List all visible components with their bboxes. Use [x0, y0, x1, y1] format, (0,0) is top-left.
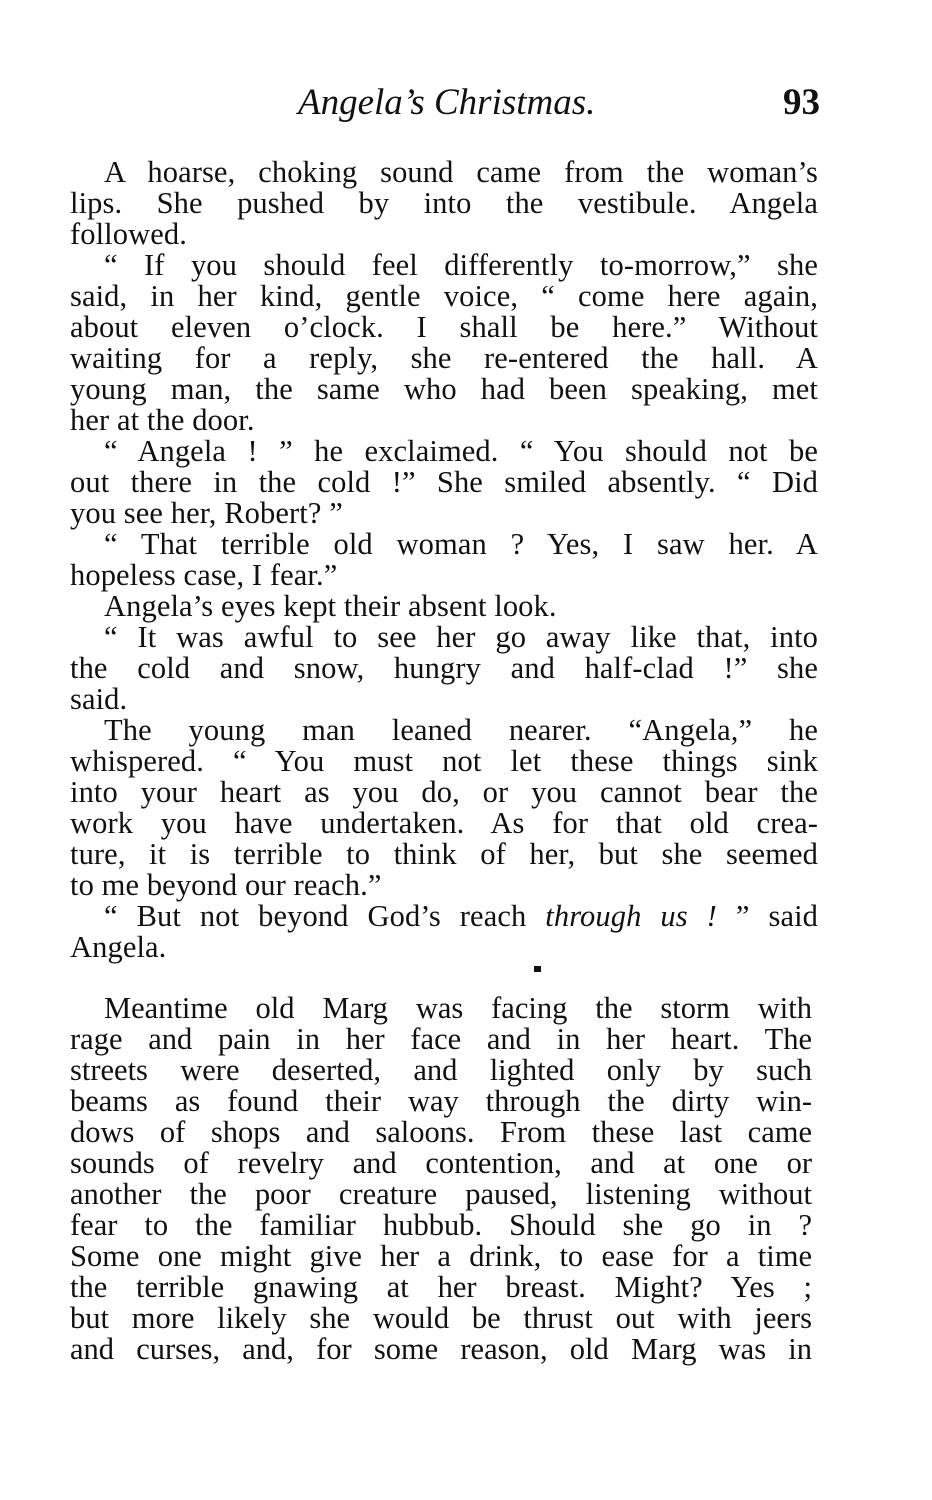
- page-number: 93: [783, 82, 820, 123]
- closing-line: Angela.: [70, 930, 167, 964]
- text-line: “ If you should feel differently to-morrow,” she: [104, 248, 818, 282]
- text-line: Meantime old Marg was facing the storm with: [104, 991, 812, 1025]
- text-line: out there in the cold !” She smiled absently. “ Did: [70, 465, 818, 499]
- text-line: The young man leaned nearer. “Angela,” he: [104, 713, 818, 747]
- text-line: the terrible gnawing at her breast. Might? Yes ;: [70, 1270, 812, 1304]
- text-line: lips. She pushed by into the vestibule. Angela: [70, 186, 818, 220]
- text-line: followed.: [70, 217, 187, 251]
- text-line: waiting for a reply, she re-entered the hall. A: [70, 341, 818, 375]
- text-line: the cold and snow, hungry and half-clad !” she: [70, 651, 818, 685]
- text-line: young man, the same who had been speaking, met: [70, 372, 818, 406]
- text-line: Some one might give her a drink, to ease for a time: [70, 1239, 812, 1273]
- text-line: said, in her kind, gentle voice, “ come here again,: [70, 279, 818, 313]
- text-line: fear to the familiar hubbub. Should she go in ?: [70, 1208, 812, 1242]
- text-line: but more likely she would be thrust out with jeers: [70, 1301, 812, 1335]
- section-one-lines: [70, 157, 818, 901]
- text-line: “ Angela ! ” he exclaimed. “ You should not be: [104, 434, 818, 468]
- text-line: hopeless case, I fear.”: [70, 558, 338, 592]
- text-line: to me beyond our reach.”: [70, 868, 382, 902]
- final-quote-italic: through us !: [545, 899, 717, 933]
- text-line: sounds of revelry and contention, and at one or: [70, 1146, 812, 1180]
- text-line: Angela’s eyes kept their absent look.: [104, 589, 557, 623]
- text-line: into your heart as you do, or you cannot bear the: [70, 775, 818, 809]
- text-line: dows of shops and saloons. From these last came: [70, 1115, 812, 1149]
- final-quote-after: ” said: [716, 899, 819, 933]
- text-line: rage and pain in her face and in her heart. The: [70, 1022, 812, 1056]
- section-break-mark: [534, 966, 541, 972]
- section-one-text: [70, 157, 818, 963]
- text-line: “ It was awful to see her go away like that, into: [104, 620, 818, 654]
- running-title: Angela’s Christmas.: [298, 82, 596, 123]
- text-line: A hoarse, choking sound came from the woman’s: [104, 155, 818, 189]
- text-line: streets were deserted, and lighted only by such: [70, 1053, 812, 1087]
- text-line: work you have undertaken. As for that old crea-: [70, 806, 818, 840]
- section-two-text: [70, 993, 812, 1365]
- final-quote-before: “ But not beyond God’s reach: [104, 899, 546, 933]
- text-line: you see her, Robert? ”: [70, 496, 343, 530]
- text-line: her at the door.: [70, 403, 255, 437]
- text-line: “ That terrible old woman ? Yes, I saw her. A: [104, 527, 818, 561]
- text-line: another the poor creature paused, listening without: [70, 1177, 812, 1211]
- text-line: beams as found their way through the dirty win-: [70, 1084, 812, 1118]
- text-line: about eleven o’clock. I shall be here.” Without: [70, 310, 818, 344]
- final-quote-line: [70, 901, 818, 932]
- text-line: ture, it is terrible to think of her, but she seemed: [70, 837, 818, 871]
- text-line: said.: [70, 682, 128, 716]
- text-line: whispered. “ You must not let these things sink: [70, 744, 818, 778]
- text-line: and curses, and, for some reason, old Marg was in: [70, 1332, 812, 1366]
- running-head: [70, 78, 820, 128]
- section-two-lines: [70, 993, 812, 1365]
